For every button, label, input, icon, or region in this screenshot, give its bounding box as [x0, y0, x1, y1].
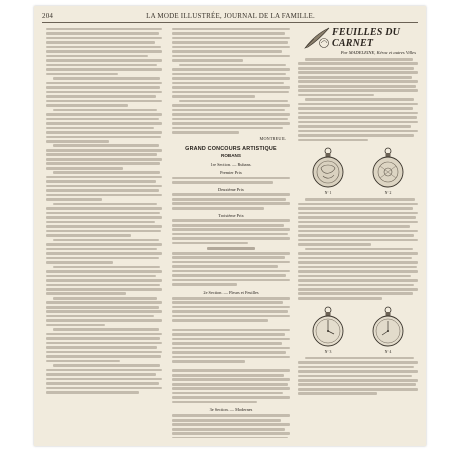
- prize-heading-1: Premier Prix: [220, 169, 242, 175]
- text-block-right-3: [298, 357, 418, 395]
- section-heading-3: 3e Section. — Modernes: [209, 407, 253, 413]
- carnet-title: FEUILLES DU CARNET: [332, 27, 401, 49]
- journal-title: LA MODE ILLUSTRÉE, JOURNAL DE LA FAMILLE.: [146, 12, 315, 20]
- results-list-5: [172, 297, 290, 404]
- section-heading-2: 2e Section. — Fleurs et Feuilles: [203, 289, 259, 295]
- figure-2: [371, 146, 405, 195]
- results-list-2: [172, 193, 290, 209]
- prize-heading-2: Deuxième Prix: [218, 186, 244, 192]
- column-right: [298, 26, 418, 438]
- magazine-page: [34, 6, 426, 446]
- figure-3-caption: Nº 3: [324, 349, 332, 354]
- text-block-right-1: [298, 58, 418, 141]
- page-header: [42, 11, 418, 21]
- signature: MONTREUIL: [259, 135, 286, 141]
- contest-title: GRAND CONCOURS ARTISTIQUE: [185, 145, 277, 152]
- carnet-byline: Par MADELEINE, Kérac et autres Villes: [340, 50, 416, 55]
- prize-heading-3: Troisième Prix: [218, 212, 244, 218]
- figure-1-caption: Nº 1: [324, 191, 332, 196]
- pocket-watch-icon: [371, 305, 405, 349]
- figure-4: [371, 305, 405, 354]
- column-middle: [172, 26, 290, 438]
- text-block-left: [46, 28, 162, 394]
- text-block-right-2: [298, 198, 418, 299]
- contest-subtitle: ROBANS: [221, 152, 241, 158]
- prize-heading-4: [172, 247, 290, 250]
- pocket-watch-icon: [371, 146, 405, 190]
- pocket-watch-icon: [311, 146, 345, 190]
- figure-1: [311, 146, 345, 195]
- results-list-1: [172, 177, 290, 184]
- watch-figures-bottom: [298, 305, 418, 354]
- carnet-masthead: [298, 26, 418, 52]
- figure-4-caption: Nº 4: [384, 349, 392, 354]
- results-list-6: [172, 414, 290, 438]
- results-list-4: [172, 252, 290, 286]
- quill-icon: [302, 26, 332, 50]
- section-heading-1: 1re Section. — Rubans.: [210, 161, 252, 167]
- header-rule: [42, 22, 418, 23]
- pocket-watch-icon: [311, 305, 345, 349]
- watch-figures-top: [298, 146, 418, 195]
- page-number: 204: [42, 12, 54, 20]
- figure-3: [311, 305, 345, 354]
- column-left: [46, 26, 162, 438]
- results-list-3: [172, 219, 290, 244]
- figure-2-caption: Nº 2: [384, 191, 392, 196]
- text-block-middle: [172, 28, 290, 134]
